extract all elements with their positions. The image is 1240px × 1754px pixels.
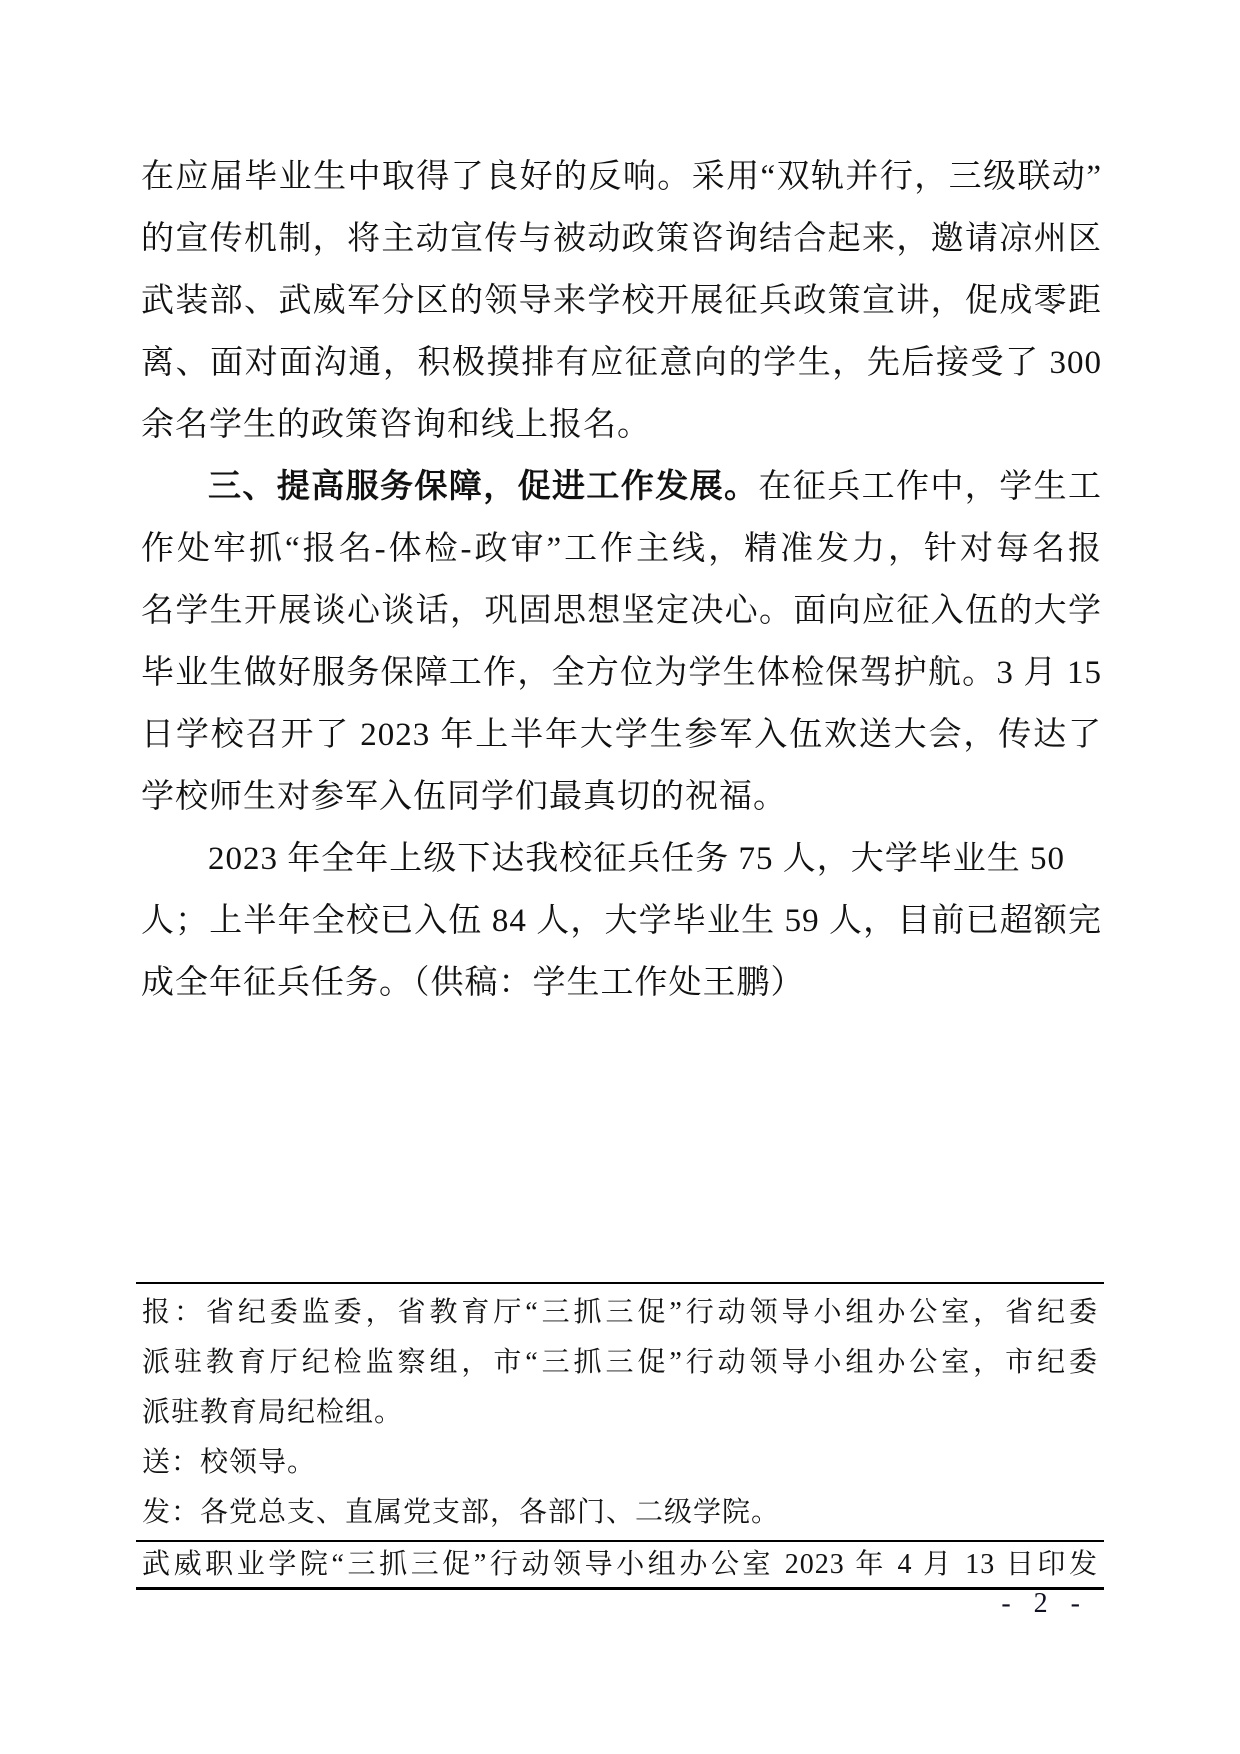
paragraph-line: 名学生开展谈心谈话，巩固思想坚定决心。面向应征入伍的大学: [141, 593, 1102, 629]
paragraph-line: 离、面对面沟通，积极摸排有应征意向的学生，先后接受了 300: [141, 345, 1102, 381]
paragraph-line: 武装部、武威军分区的领导来学校开展征兵政策宣讲，促成零距: [141, 283, 1102, 319]
paragraph-line: 学校师生对参军入伍同学们最真切的祝福。: [141, 779, 787, 815]
body-text: [141, 146, 1102, 1014]
distribution-line: 发：各党总支、直属党支部，各部门、二级学院。: [142, 1497, 781, 1528]
paragraph-line: 的宣传机制，将主动宣传与被动政策咨询结合起来，邀请凉州区: [141, 221, 1102, 257]
section-heading: 三、提高服务保障，促进工作发展。: [208, 469, 759, 505]
paragraph-line: 日学校召开了 2023 年上半年大学生参军入伍欢送大会，传达了: [141, 717, 1102, 753]
distribution-line: 报：省纪委监委，省教育厅“三抓三促”行动领导小组办公室，省纪委: [142, 1297, 1098, 1328]
paragraph-line: 成全年征兵任务。（供稿：学生工作处王鹏）: [141, 965, 805, 1001]
divider-line: [136, 1587, 1104, 1590]
section-heading-line: [141, 456, 1102, 518]
distribution-list: [136, 1284, 1104, 1540]
page-number: - 2 -: [1001, 1588, 1088, 1619]
issue-line: 武威职业学院“三抓三促”行动领导小组办公室 2023 年 4 月 13 日印发: [142, 1549, 1098, 1580]
paragraph-line: 作处牢抓“报名-体检-政审”工作主线，精准发力，针对每名报: [141, 531, 1102, 567]
paragraph-line: 2023 年全年上级下达我校征兵任务 75 人，大学毕业生 50: [208, 841, 1065, 877]
paragraph-line: 在应届毕业生中取得了良好的反响。采用“双轨并行，三级联动”: [141, 159, 1102, 195]
section-heading-continuation: 在征兵工作中，学生工: [758, 469, 1102, 505]
paragraph-line: 毕业生做好服务保障工作，全方位为学生体检保驾护航。3 月 15: [141, 655, 1102, 691]
distribution-line: 派驻教育厅纪检监察组，市“三抓三促”行动领导小组办公室，市纪委: [142, 1347, 1098, 1378]
paragraph-line: 人；上半年全校已入伍 84 人，大学毕业生 59 人，目前已超额完: [141, 903, 1102, 939]
distribution-line: 送：校领导。: [142, 1447, 317, 1478]
footer-distribution-block: [136, 1282, 1104, 1590]
distribution-line: 派驻教育局纪检组。: [142, 1397, 404, 1428]
paragraph-line: 余名学生的政策咨询和线上报名。: [141, 407, 651, 443]
